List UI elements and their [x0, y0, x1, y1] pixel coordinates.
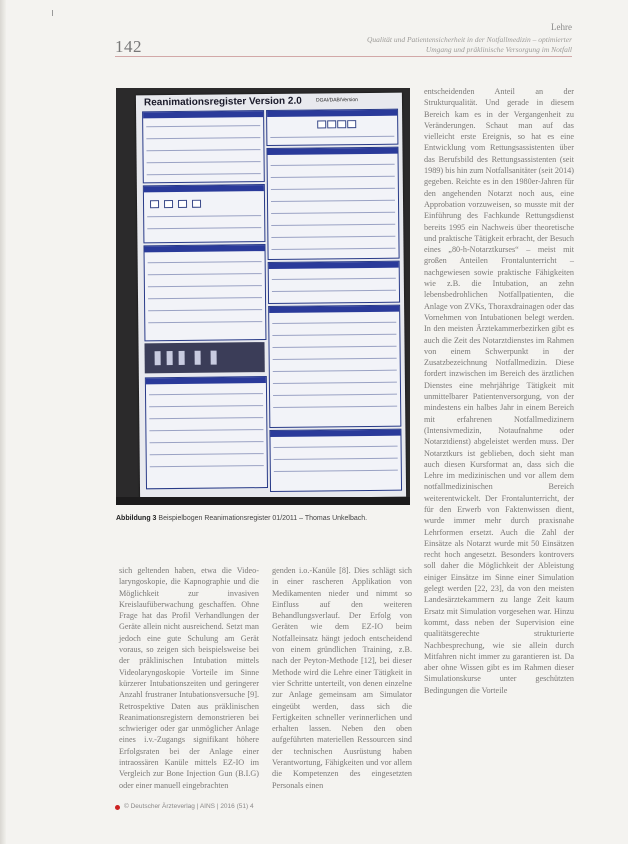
form-id: DGAI/DAB/Version: [315, 97, 358, 104]
paragraph: entscheidenden Anteil an der Strukturqualität. Und gerade in diesem Bereich kam es in der Vergangenheit zu Veränderungen. Schaut man auf das vielleicht erste Ereignis, so hat es eine Entwicklung vom Rettungsassistenten über das Berufsbild des Rettungsassistenten (seit 1989) bis hin zum Notfallsanitäter (seit 2014) gegeben. Reichte es in den 1980er-Jahren für den angehenden Notarzt noch aus, eine Approbation vorzuweisen, so musste mit der Einführung des Fachkunde Rettungsdienst bereits 1995 ein Nachweis über theoretische und praktische Tätigkeit erbracht, der Besuch eines „80-h-Notarztkurses“ – meist mit großen Anteilen Frontalunterricht – nachgewiesen sowie praktische Fähigkeiten wie z.B. die Intubation, an zehn lebensbedrohlichen Notfallpatienten, die Anlage von ZVKs, Thoraxdrainagen oder das Vornehmen von Intubationen belegt werden. In den meisten Ärztekammerbezirken gibt es auch die Zeit des Notarztdienstes im Rahmen von einem Schwerpunkt in der Zusatzbezeichnung Notfallmedizin. Diese fordert inzwischen im Bereich des ärztlichen Dienstes eine mehrjährige Tätigkeit mit unmittelbarer Patientenversorgung, von der mindestens ein halbes Jahr in einem Bereich mit erfahrenen Notfallmedizinern (Intensivmedizin, Notaufnahme oder Notarztdienst) abgeleistet werden muss. Der Notarztkurs ist geblieben, doch sieht man auch diesen Kursformat an, dass sich die Lehre im medizinischen und vor allem dem notfallmedizinischen Bereich weiterentwickelt. Der Frontalunterricht, der für den Erwerb von Faktenwissen dient, wurde immer mehr durch praxisnahe Lehrformen ersetzt. Auch die Zahl der Einsätze als Notarzt wurde mit 50 Einsätzen recht hoch angesetzt. Besonders kontrovers soll daher die Möglichkeit der Ableistung einiger Einsätze im Sinne einer Simulation gelegt werden [22, 23], da von den meisten Landesärztekammern zu lange Zeit kaum Ersatz mit Simulation vorgesehen war. Hinzu kommt, dass neben der Supervision eine qualitätsgerechte strukturierte Nachbesprechung, wie sie allein durch Mitfahren nicht immer zu garantieren ist. Da aber ohne Wissen gibt es im Rahmen dieser Simulationskurse unter geschützten Bedingungen die Vorteile: [424, 87, 574, 695]
form-title: Reanimationsregister Version 2.0: [143, 95, 302, 109]
form-rhythm-panel: [144, 342, 264, 373]
text-column-left: [119, 565, 259, 791]
form-block-measures: [143, 244, 266, 341]
caption-label: Abbildung 3: [116, 515, 157, 522]
running-title-line2: Umgang und präklinische Versorgung im Notfall: [425, 45, 572, 54]
text-column-right: [424, 86, 574, 696]
form-block-id: [266, 109, 398, 146]
form-block-event: [143, 184, 266, 243]
form-block-medication: [145, 376, 268, 489]
running-title-line1: Qualität und Patientensicherheit in der Notfallmedizin – optimierter: [366, 35, 572, 44]
paragraph: sich geltenden haben, etwa die Video-laryngoskopie, die Kapnographie und die Möglichkeit zur invasiven Kreislaufüberwachung geschaffen. Ohne Frage hat das Profil Verhandlungen der Geräte allein nicht ausreichend. Setzt man jedoch eine gute Schulung am Gerät voraus, so zeigen sich beispielsweise bei der präklinischen Intubation mittels Videolaryngoskopie Vorteile im Sinne kürzerer Intubationszeiten und geringerer Anzahl frustraner Intubationsversuche [9]. Retrospektive Daten aus präklinischen Reanimationsregistern demonstrieren bei schwieriger oder gar unmöglicher Anlage eines i.v.-Zugangs signifikant höhere Erfolgsraten bei der Anlage einer intraossären Kanüle mittels EZ-IO im Vergleich zur Bone Injection Gun (B.I.G) oder einer manuell eingebrachten: [119, 566, 259, 790]
scan-edge: [0, 0, 6, 844]
form-block-transfer: [269, 429, 402, 492]
running-title: [272, 35, 572, 55]
caption-text: Beispielbogen Reanimationsregister 01/2011 – Thomas Unkelbach.: [158, 515, 368, 522]
figure-caption: [116, 515, 367, 522]
figure-photo: [116, 88, 410, 505]
form-block-findings: [266, 147, 399, 260]
margin-tick: [52, 10, 53, 16]
footer-journal: © Deutscher Ärzteverlag | AINS | 2016 (51) 4: [124, 803, 254, 810]
header-divider: [115, 56, 572, 57]
header-section: Lehre: [551, 22, 572, 32]
photo-shadow: [116, 497, 410, 505]
paragraph: genden i.o.-Kanüle [8]. Dies schlägt sich in einer rascheren Applikation von Medikamenten nieder und nimmt so Einfluss auf den weiteren Behandlungsverlauf. Der Erfolg von Geräten wie dem EZ-IO beim Notfalleinsatz hängt jedoch entscheidend von einem gründlichen Training, z.B. nach der Peyton-Methode [12], bei dieser Methode wird die Lehre einer Tätigkeit in vier Schritte unterteilt, von denen einzelne zur Anlage gemeinsam am Simulator eingeübt werden, dass sich die Fertigkeiten schneller verinnerlichen und erhalten lassen. Neben den oben aufgeführten materiellen Ressourcen sind der technischen Ausrüstung haben Verantwortung, Fähigkeiten und vor allem die Kompetenzen des eingesetzten Personals einen: [272, 566, 412, 790]
footer-bullet-icon: [115, 805, 120, 810]
form-block-outcome: [268, 305, 401, 428]
form-block-patient: [142, 110, 265, 183]
registry-form: [136, 93, 406, 500]
text-column-middle: [272, 565, 412, 791]
page-number: 142: [115, 37, 142, 56]
form-block-ventilation: [268, 261, 400, 304]
